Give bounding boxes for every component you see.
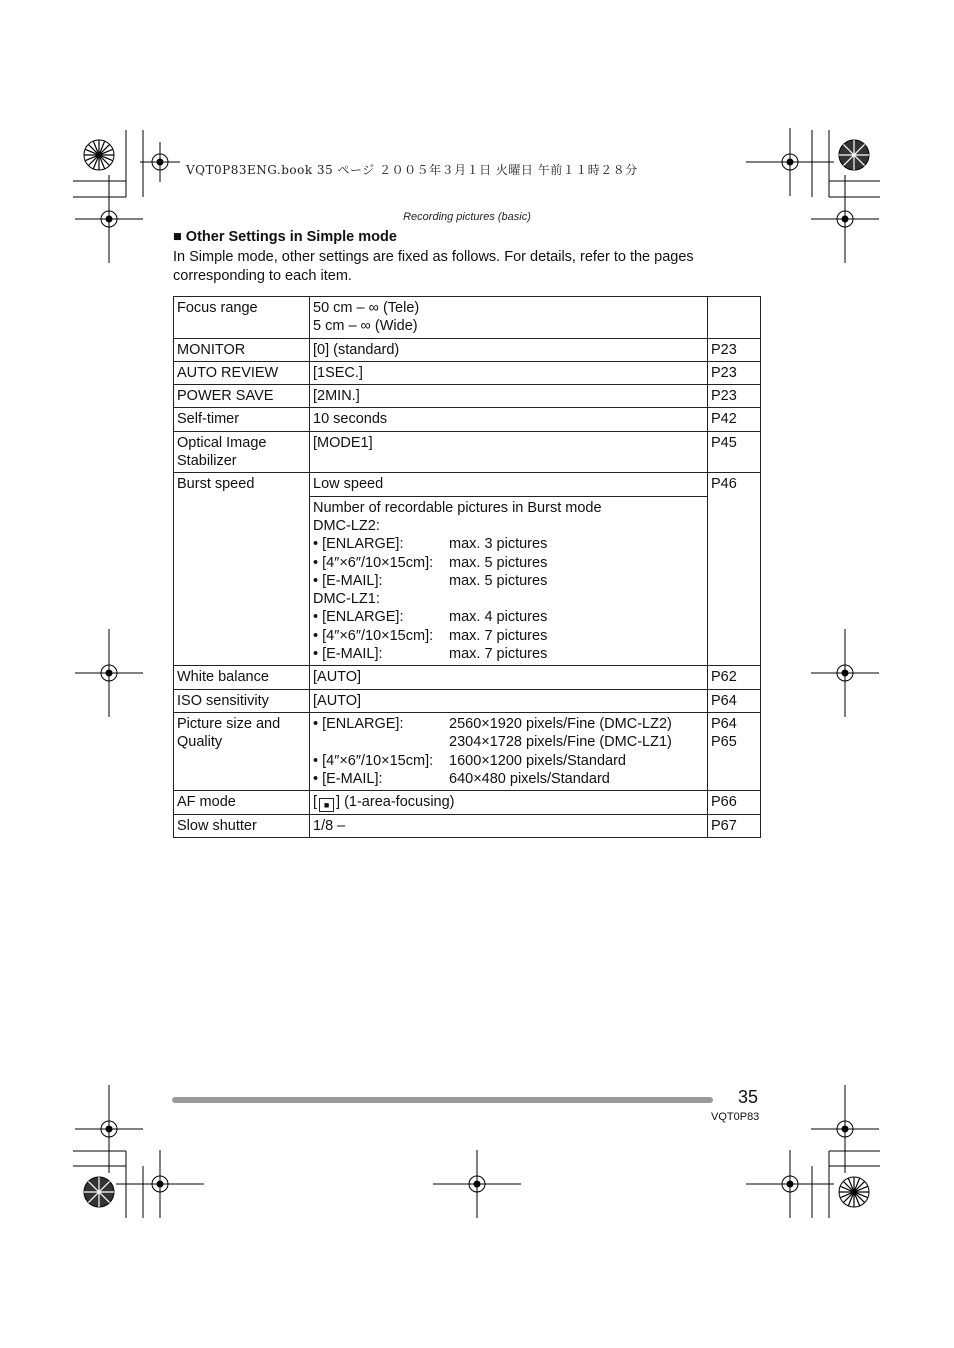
item-label: • [4″×6″/10×15cm]: <box>313 752 434 769</box>
model-label: DMC-LZ2: <box>313 517 380 534</box>
list-item <box>313 645 704 663</box>
item-label: • [ENLARGE]: <box>313 715 404 732</box>
setting-label: MONITOR <box>174 338 310 361</box>
table-row <box>174 815 761 838</box>
settings-table <box>173 296 761 838</box>
setting-value <box>310 297 708 339</box>
page-ref: P64 <box>708 689 761 712</box>
list-item <box>313 627 704 645</box>
setting-label: White balance <box>174 666 310 689</box>
table-row <box>174 791 761 815</box>
item-value: 2304×1728 pixels/Fine (DMC-LZ1) <box>449 734 672 751</box>
table-row <box>174 338 761 361</box>
item-label: • [ENLARGE]: <box>313 609 404 626</box>
setting-value <box>310 712 708 790</box>
setting-value: [0] (standard) <box>310 338 708 361</box>
item-value: max. 7 pictures <box>449 646 548 663</box>
setting-value: [MODE1] <box>310 431 708 473</box>
table-row <box>174 297 761 339</box>
item-value: max. 7 pictures <box>449 627 548 644</box>
table-row <box>174 666 761 689</box>
table-row <box>174 431 761 473</box>
setting-value: Low speed <box>310 473 708 496</box>
label-line: Stabilizer <box>177 453 237 470</box>
item-value: max. 5 pictures <box>449 554 548 571</box>
value-line: 50 cm – ∞ (Tele) <box>313 300 420 316</box>
square-bullet-icon: ■ <box>173 229 182 245</box>
page-ref-line: P64 <box>711 715 737 732</box>
setting-label <box>174 712 310 790</box>
page-ref: P23 <box>708 385 761 408</box>
table-row <box>174 689 761 712</box>
value-line: 5 cm – ∞ (Wide) <box>313 318 418 335</box>
label-line: Picture size and <box>177 715 281 732</box>
setting-label <box>174 431 310 473</box>
item-value: max. 4 pictures <box>449 609 548 626</box>
list-item <box>313 733 704 751</box>
table-row <box>174 408 761 431</box>
setting-value: [AUTO] <box>310 666 708 689</box>
print-slug: VQT0P83ENG.book 35 ページ ２００５年３月１日 火曜日 午前１１時２８分 <box>186 163 638 177</box>
item-value: max. 5 pictures <box>449 572 548 589</box>
item-value: 640×480 pixels/Standard <box>449 770 610 787</box>
item-value: 1600×1200 pixels/Standard <box>449 752 626 769</box>
list-item <box>313 572 704 590</box>
setting-label: Slow shutter <box>174 815 310 838</box>
item-value: max. 3 pictures <box>449 536 548 553</box>
af-mode-text: ] (1-area-focusing) <box>336 794 455 811</box>
page-ref: P46 <box>708 473 761 666</box>
item-label <box>313 733 449 751</box>
page-ref: P23 <box>708 338 761 361</box>
page-ref: P67 <box>708 815 761 838</box>
list-item <box>313 752 704 770</box>
section-title <box>173 229 397 245</box>
page-ref: P62 <box>708 666 761 689</box>
list-item <box>313 770 704 788</box>
list-item <box>313 535 704 553</box>
page-ref <box>708 712 761 790</box>
item-label: • [E-MAIL]: <box>313 646 383 663</box>
setting-value: 10 seconds <box>310 408 708 431</box>
running-head: Recording pictures (basic) <box>403 211 531 223</box>
setting-value: [AUTO] <box>310 689 708 712</box>
list-item <box>313 554 704 572</box>
label-line: Optical Image <box>177 434 267 451</box>
setting-label: Focus range <box>174 297 310 339</box>
footer-rule <box>172 1097 713 1103</box>
table-row <box>174 712 761 790</box>
table-row <box>174 361 761 384</box>
item-label: • [ENLARGE]: <box>313 536 404 553</box>
af-1-area-icon: ■ <box>319 798 334 812</box>
page-ref: P42 <box>708 408 761 431</box>
model-label: DMC-LZ1: <box>313 591 380 608</box>
item-label: • [4″×6″/10×15cm]: <box>313 627 434 644</box>
item-value: 2560×1920 pixels/Fine (DMC-LZ2) <box>449 715 672 732</box>
document-code: VQT0P83 <box>711 1111 760 1123</box>
setting-label: AF mode <box>174 791 310 815</box>
burst-note: Number of recordable pictures in Burst mode <box>313 499 602 516</box>
bracket-open: [ <box>313 794 318 811</box>
page-ref: P45 <box>708 431 761 473</box>
setting-value <box>310 791 708 815</box>
setting-label: ISO sensitivity <box>174 689 310 712</box>
setting-label: Burst speed <box>174 473 310 666</box>
section-title-text: Other Settings in Simple mode <box>185 229 397 245</box>
table-row <box>174 385 761 408</box>
page-ref <box>708 297 761 339</box>
setting-value: [2MIN.] <box>310 385 708 408</box>
label-line: Quality <box>177 734 223 751</box>
setting-value: 1/8 – <box>310 815 708 838</box>
item-label: • [4″×6″/10×15cm]: <box>313 554 434 571</box>
setting-label: Self-timer <box>174 408 310 431</box>
page-number: 35 <box>738 1087 759 1107</box>
intro-paragraph: In Simple mode, other settings are fixed as follows. For details, refer to the pages corresponding to each item. <box>173 249 694 284</box>
setting-label: POWER SAVE <box>174 385 310 408</box>
item-label: • [E-MAIL]: <box>313 770 383 787</box>
page-ref: P66 <box>708 791 761 815</box>
page-ref-line: P65 <box>711 734 737 751</box>
setting-value: [1SEC.] <box>310 361 708 384</box>
list-item <box>313 715 704 733</box>
item-label: • [E-MAIL]: <box>313 572 383 589</box>
table-row <box>174 473 761 496</box>
setting-label: AUTO REVIEW <box>174 361 310 384</box>
list-item <box>313 608 704 626</box>
burst-details <box>310 496 708 666</box>
page-ref: P23 <box>708 361 761 384</box>
